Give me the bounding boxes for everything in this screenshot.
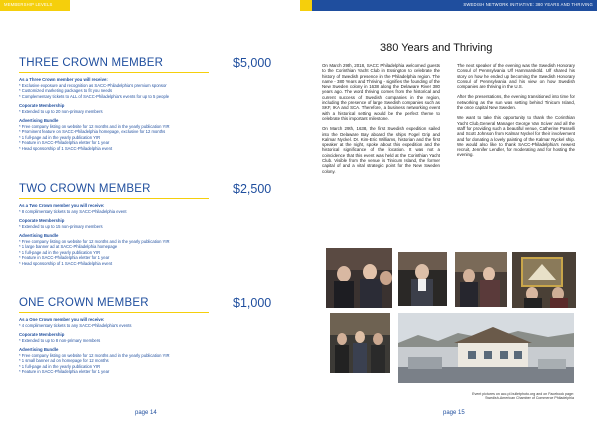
corporate-heading: Coporate Membership: [19, 332, 65, 337]
ad-item: * 1 full-page ad in the yearly publication YIR: [19, 134, 101, 140]
tier-price: $1,000: [233, 296, 272, 310]
article-column-2: [457, 63, 575, 163]
receive-item: * Exclusive exposure and recognition as SACC-Philadelphia's premium sponsor: [19, 82, 167, 88]
receive-item: * 4 complimentary tickets to any SACC-Philadelphia's events: [19, 322, 132, 328]
header-band-left: [0, 0, 70, 11]
event-photo-speaker: [398, 252, 447, 306]
caption-line: Swedish-American Chamber of Commerce Philadelphia: [485, 396, 574, 401]
tier-underline: [19, 312, 209, 313]
tier-underline: [19, 198, 209, 199]
article-paragraph: On March 29th, 2018, SACC Philadelphia welcomed guests to the Corinthian Yacht Club in Essington to celebrate the history of Swedish presence in the Philadelphia region. The name - 380 Years and Thriving - signifies the founding of the New Sweden colony in 1638 along the Delaware River 380 years ago. The word thriving comes from the historical and current success of Swedish companies in the region, including the presence of large Swedish companies such as SKF, IKA and SCA. Therefore, a business networking event with a historical setting would be the perfect theme to celebrate this important milestone.: [322, 63, 440, 121]
tier-price: $2,500: [233, 182, 272, 196]
ad-item: * Free company listing on website for 12 months and in the yearly publication YIR: [19, 123, 170, 129]
page-number: page 14: [135, 410, 157, 416]
ad-heading: Advertising Bundle: [19, 233, 59, 238]
corporate-item: * Extended to up to 8 non-primary members: [19, 337, 101, 343]
header-band-right: [312, 0, 597, 11]
event-photo-painting: [512, 252, 576, 308]
tier-title: ONE CROWN MEMBER: [19, 297, 149, 309]
receive-heading: As a One Crown member you will receive:: [19, 317, 105, 322]
ad-item: * 1 large banner ad at SACC-Philadelphia homepage: [19, 244, 118, 249]
event-photo-crowd: [455, 252, 507, 307]
ad-item: * Feature in SACC-Philadelphia eletter for 1 year: [19, 255, 110, 260]
caption-line: Event pictures on acc.pI.bulletphoto.org and on Facebook page:: [472, 392, 574, 396]
article-title: 380 Years and Thriving: [380, 42, 493, 54]
ad-item: * 1 full-page ad in the yearly publication YIR: [19, 363, 101, 369]
ad-item: * Free company listing on website for 12 months and in the yearly publication YIR: [19, 238, 170, 244]
ad-heading: Advertising Bundle: [19, 347, 59, 352]
tier-underline: [19, 72, 209, 73]
receive-heading: As a Two Crown member you will receive:: [19, 203, 105, 208]
ad-item: * Head sponsorship of 1 SACC-Philadelphia event: [19, 260, 113, 266]
ad-item: * Head sponsorship of 1 SACC-Philadelphia event: [19, 145, 113, 151]
corporate-heading: Coporate Membership: [19, 218, 65, 223]
page-number: page 15: [443, 410, 465, 416]
receive-item: * Complementary tickets to ALL of SACC-Philadelphia's events for up to 5 people: [19, 93, 170, 99]
header-band-accent: [300, 0, 312, 11]
tier-title: TWO CROWN MEMBER: [19, 183, 151, 195]
ad-item: * 1 small banner ad on homepage for 12 months: [19, 358, 109, 363]
article-paragraph: The next speaker of the evening was the Swedish Honorary Consul of Pennsylvania Ulf Hammarsköld. Ulf shared his story on how he ended up becoming the Swedish Honorary Consul of Pennsylvania and his view on how Swedish companies are thriving in the U.S.: [457, 63, 575, 90]
article-paragraph: After the presentations, the evening transitioned into time for networking as the sun was setting behind Tinicum Island, the once capital New Sweden.: [457, 94, 575, 111]
event-photo-yacht-club: [398, 313, 574, 383]
corporate-heading: Coporate Membership: [19, 103, 65, 108]
article-paragraph: We want to take this opportunity to thank the Corinthian Yacht Club,General Manager George Van Sciver and all the staff for providing such a beautiful venue, Catherine Passelli and Scott Johnson from Kalmar Nyckel for their involvement and for donating a lovely painting of the Kalmar Nyckel ship. We would also like to thank SACC-Philadelphia's newest recruit, Jennifer Lendler, for moderating and for hosting the evening.: [457, 115, 575, 158]
photo-caption: [340, 392, 574, 401]
corporate-item: * Extended to up to 20 non-primary members: [19, 108, 103, 114]
ad-item: * Prominent feature on SACC-Philadelphia homepage, exclusive for 12 months: [19, 129, 166, 134]
ad-item: * Feature in SACC-Philadelphia eletter for 1 year: [19, 369, 110, 374]
right-page: [300, 0, 600, 424]
event-photo-guests: [326, 248, 392, 308]
ad-item: * 1 full-page ad in the yearly publication YIR: [19, 249, 101, 255]
receive-item: * Customized marketing packages to fit you needs: [19, 88, 113, 93]
tier-price: $5,000: [233, 56, 272, 70]
receive-heading: As a Three Crown member you will receive:: [19, 77, 108, 82]
article-paragraph: On March 29th, 1638, the first Swedish expedition sailed into the Delaware Bay aboard the ships Fogel Grip and Kalmar Nyckel. Dr. Kim-Eric Williams, historian and the first speaker at the night, spoke about this expedition and the historical significance of the location. It was not a coincidence that this event was held at the Corinthian Yacht Club. Visible from the venue is Tinicum Island, the former capital of and a vital strategic point for the New Sweden colony.: [322, 126, 440, 174]
event-photo-group: [330, 313, 390, 373]
header-band-label: MEMBERSHIP LEVELS: [4, 2, 53, 7]
ad-heading: Advertising Bundle: [19, 118, 59, 123]
ad-item: * Free company listing on website for 12 months and in the yearly publication YIR: [19, 352, 170, 358]
header-band-label: SWEDISH NETWORK INITIATIVE: 380 YEARS AND THRIVING: [463, 2, 593, 7]
article-column-1: [322, 63, 440, 179]
ad-item: * Feature in SACC-Philadelphia eletter for 1 year: [19, 140, 110, 145]
receive-item: * 8 complimentary tickets to any SACC-Philadelphia event: [19, 208, 127, 214]
tier-title: THREE CROWN MEMBER: [19, 57, 164, 69]
corporate-item: * Extended to up to 15 non-primary members: [19, 223, 103, 229]
